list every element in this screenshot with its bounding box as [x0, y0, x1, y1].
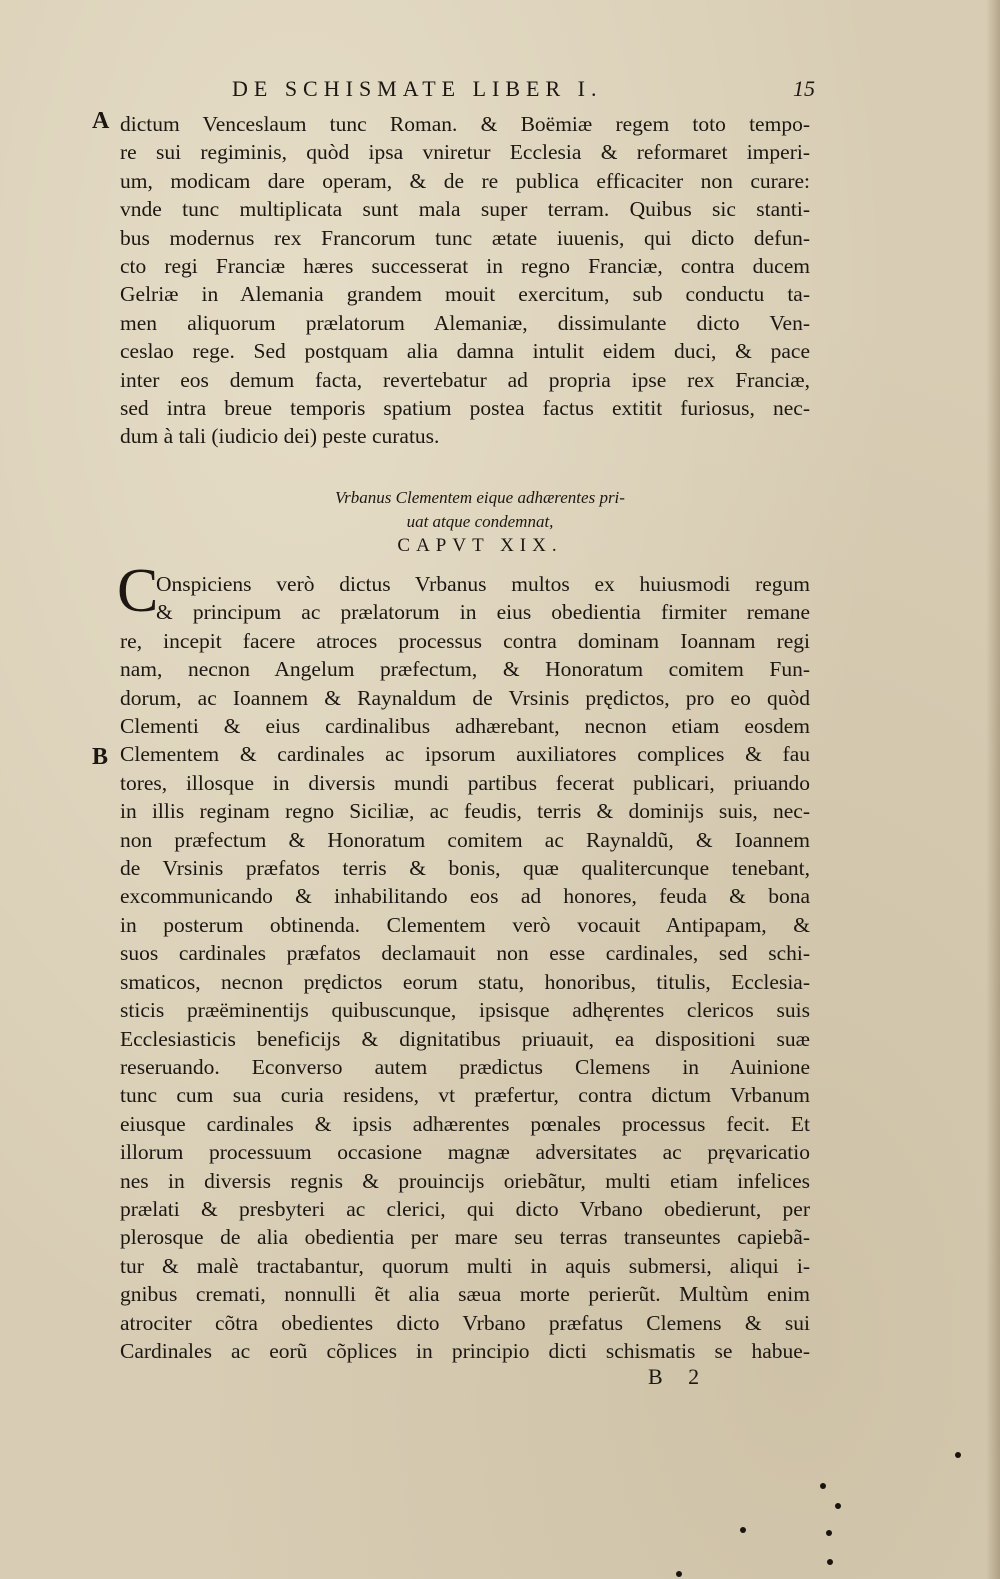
text-line: nam, necnon Angelum præfectum, & Honoratum comitem Fun-	[120, 657, 810, 682]
text-line: ceslao rege. Sed postquam alia damna intulit eidem duci, & pace	[120, 339, 810, 364]
ink-speck	[826, 1530, 832, 1536]
text-line: atrociter cõtra obedientes dicto Vrbano præfatus Clemens & sui	[120, 1310, 810, 1335]
text-line: illorum processuum occasione magnæ adversitates ac pręvaricatio	[120, 1140, 810, 1165]
text-line: tores, illosque in diversis mundi partibus fecerat publicari, priuando	[120, 770, 810, 795]
drop-cap: C	[117, 557, 159, 625]
ink-speck	[676, 1571, 682, 1577]
page-number: 15	[793, 76, 815, 101]
text-line: dorum, ac Ioannem & Raynaldum de Vrsinis prędictos, pro eo quòd	[120, 685, 810, 710]
margin-mark-a: A	[92, 108, 110, 134]
text-line: Ecclesiasticis beneficijs & dignitatibus priuauit, ea dispositioni suæ	[120, 1026, 810, 1051]
text-line: smaticos, necnon prędictos eorum statu, honoribus, titulis, Ecclesia-	[120, 969, 810, 994]
text-line: in posterum obtinenda. Clementem verò vocauit Antipapam, &	[120, 912, 810, 937]
text-line: sed intra breue temporis spatium postea factus extitit furiosus, nec-	[120, 396, 810, 421]
ink-speck	[955, 1452, 961, 1458]
text-line: gnibus cremati, nonnulli ẽt alia sæua morte perierũt. Multùm enim	[120, 1282, 810, 1307]
text-line: suos cardinales præfatos declamauit non esse cardinales, sed schi-	[120, 941, 810, 966]
text-line: inter eos demum facta, revertebatur ad propria ipse rex Franciæ,	[120, 367, 810, 392]
chapter-summary-line-1: Vrbanus Clementem eique adhærentes pri-	[335, 488, 625, 507]
text-line: excommunicando & inhabilitando eos ad honores, feuda & bona	[120, 884, 810, 909]
text-line: non præfectum & Honoratum comitem ac Raynaldũ, & Ioannem	[120, 827, 810, 852]
chapter-title: CAPVT XIX.	[397, 535, 563, 556]
signature-mark: B 2	[648, 1364, 710, 1389]
text-line: plerosque de alia obedientia per mare seu terras transeuntes capiebã-	[120, 1225, 810, 1250]
ink-speck	[820, 1483, 826, 1489]
text-line: Cardinales ac eorũ cõplices in principio dicti schismatis se habue-	[120, 1338, 810, 1363]
text-line: dum à tali (iudicio dei) peste curatus.	[120, 424, 440, 449]
text-line: Clementi & eius cardinalibus adhærebant, necnon etiam eosdem	[120, 714, 810, 739]
text-line: de Vrsinis præfatos terris & bonis, quæ qualitercunque tenebant,	[120, 856, 810, 881]
chapter-body	[120, 570, 810, 1365]
text-line: in illis reginam regno Siciliæ, ac feudis, terris & dominijs suis, nec-	[120, 799, 810, 824]
text-line: & principum ac prælatorum in eius obedientia firmiter remane	[156, 600, 810, 625]
running-title: DE SCHISMATE LIBER I.	[232, 76, 603, 101]
text-line: dictum Venceslaum tunc Roman. & Boëmiæ regem toto tempo-	[120, 112, 810, 136]
chapter-summary-line-2: uat atque condemnat,	[406, 512, 554, 531]
text-line: re sui regiminis, quòd ipsa vniretur Ecclesia & reformaret imperi-	[120, 140, 810, 165]
text-line: vnde tunc multiplicata sunt mala super terram. Quibus sic stanti-	[120, 197, 810, 222]
text-line: Clementem & cardinales ac ipsorum auxiliatores complices & fau	[120, 742, 810, 767]
text-line: tur & malè tractabantur, quorum multi in aquis submersi, aliqui i-	[120, 1253, 810, 1278]
ink-speck	[827, 1559, 833, 1565]
paragraph-continued	[120, 110, 810, 451]
text-line: prælati & presbyteri ac clerici, qui dicto Vrbano obedierunt, per	[120, 1196, 810, 1221]
text-line: nes in diversis regnis & prouincijs oriebãtur, multi etiam infelices	[120, 1168, 810, 1193]
text-line: sticis præëminentijs quibuscunque, ipsisque adhęrentes clericos suis	[120, 998, 810, 1023]
margin-mark-b: B	[92, 744, 109, 770]
text-line: um, modicam dare operam, & de re publica efficaciter non curare:	[120, 168, 810, 193]
text-line: tunc cum sua curia residens, vt præfertur, contra dictum Vrbanum	[120, 1083, 810, 1108]
page-edge-shadow	[986, 0, 1000, 1579]
text-line: men aliquorum prælatorum Alemaniæ, dissimulante dicto Ven-	[120, 310, 810, 335]
text-line: Onspiciens verò dictus Vrbanus multos ex huiusmodi regum	[156, 572, 810, 596]
text-line: Gelriæ in Alemania grandem mouit exercitum, sub conductu ta-	[120, 282, 810, 307]
text-line: cto regi Franciæ hæres successerat in regno Franciæ, contra ducem	[120, 254, 810, 279]
text-line: eiusque cardinales & ipsis adhærentes pœnales processus fecit. Et	[120, 1111, 810, 1136]
ink-speck	[740, 1527, 746, 1533]
text-line: re, incepit facere atroces processus contra dominam Ioannam regi	[120, 628, 810, 653]
text-line: bus modernus rex Francorum tunc ætate iuuenis, qui dicto defun-	[120, 225, 810, 250]
text-line: reseruando. Econverso autem prædictus Clemens in Auinione	[120, 1054, 810, 1079]
ink-speck	[835, 1503, 841, 1509]
